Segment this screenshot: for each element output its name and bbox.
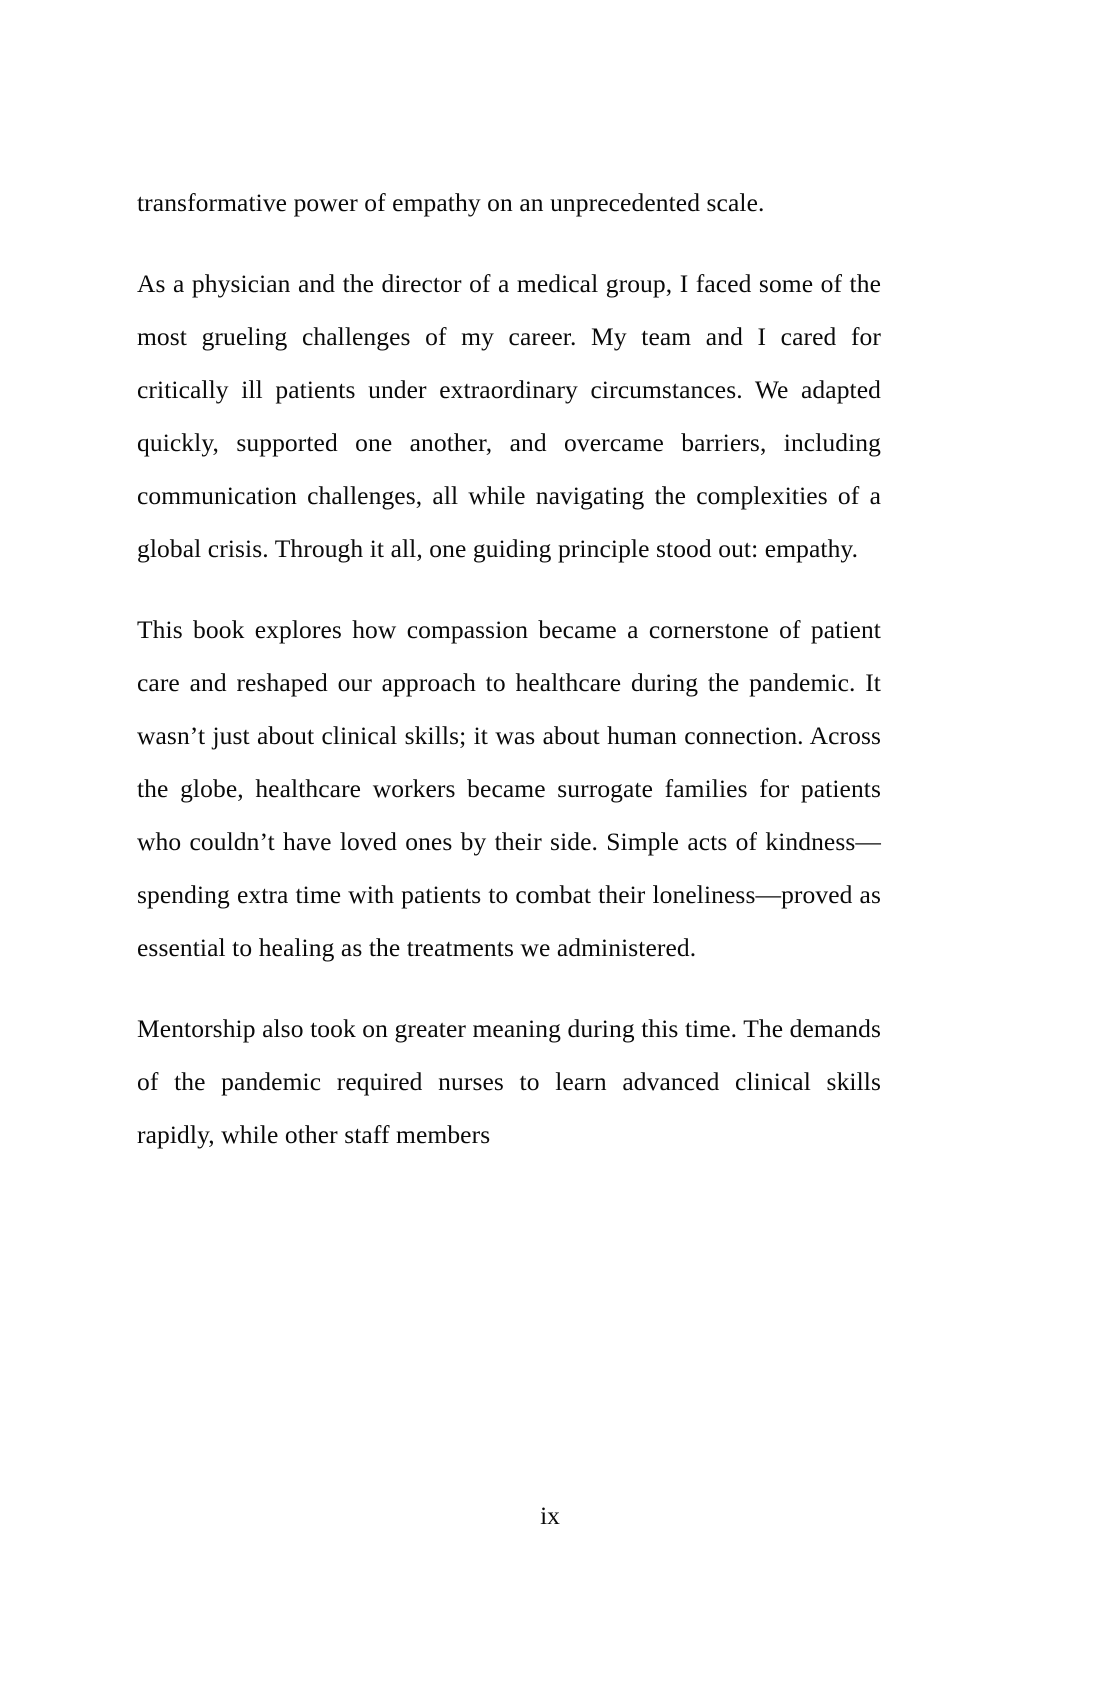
paragraph-book-explores: This book explores how compassion became a cornerstone of patient care and reshaped our approach to healthcare during the pandemic. It wasn’t just about clinical skills; it was about human connection. Across the globe, healthcare workers became surrogate families for patients who couldn’t have loved ones by their side. Simple acts of kindness—spending extra time with patients to combat their loneliness—proved as essential to healing as the treatments we administered. xyxy=(137,615,881,962)
paragraph-mentorship: Mentorship also took on greater meaning during this time. The demands of the pandemic required nurses to learn advanced clinical skills rapidly, while other staff members xyxy=(137,1014,881,1149)
paragraph-continuation: transformative power of empathy on an unprecedented scale. xyxy=(137,188,765,217)
page-number: ix xyxy=(540,1501,560,1530)
body-text-column xyxy=(137,176,881,1161)
paragraph-physician-director: As a physician and the director of a medical group, I faced some of the most grueling challenges of my career. My team and I cared for critically ill patients under extraordinary circumstances. We adapted quickly, supported one another, and overcame barriers, including communication challenges, all while navigating the complexities of a global crisis. Through it all, one guiding principle stood out: empathy. xyxy=(137,269,881,563)
